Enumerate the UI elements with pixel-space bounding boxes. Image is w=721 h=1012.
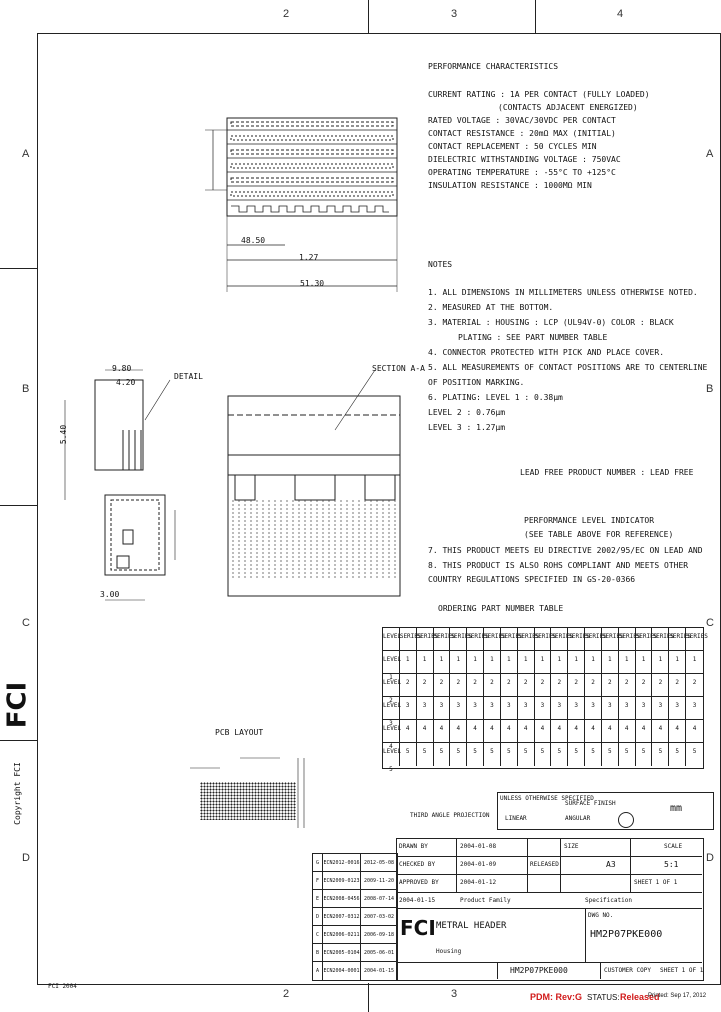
part-table-cell: 3 [434,697,451,720]
part-table-cell: 4 [535,720,552,743]
note-line: OF POSITION MARKING. [428,378,525,387]
part-table-cell: 5 [518,743,535,766]
part-table-cell: 1 [535,651,552,674]
part-table-header-cell: SERIES [636,628,653,651]
part-table-cell: 4 [518,720,535,743]
revision-cell: ECN2005-0104 [323,944,361,962]
section-label: SECTION A-A [372,364,425,373]
revision-cell: C [313,926,323,944]
zone-right-B: B [706,383,714,395]
drawn-label: DRAWN BY [399,843,428,850]
performance-line: RATED VOLTAGE : 30VAC/30VDC PER CONTACT [428,116,616,125]
part-table-cell: 1 [551,651,568,674]
zone-left-D: D [22,852,30,864]
part-table-cell: 5 [551,743,568,766]
revision-cell: ECN2008-0456 [323,890,361,908]
rohs-note-1: 7. THIS PRODUCT MEETS EU DIRECTIVE 2002/95/EC ON LEAD AND [428,546,703,555]
part-table-cell: 2 [417,674,434,697]
tolerance-label: UNLESS OTHERWISE SPECIFIED [500,795,594,802]
part-table-cell: 2 [669,674,686,697]
title-block [396,838,704,981]
notes-heading: NOTES [428,260,453,269]
part-table-cell: 5 [535,743,552,766]
part-table-cell: 3 [417,697,434,720]
revision-cell: 2012-05-08 [361,854,397,872]
part-table-header-cell: SERIES [467,628,484,651]
part-table-cell: 2 [619,674,636,697]
part-table-cell: 3 [585,697,602,720]
doc-number-bottom: HM2P07PKE000 [510,966,568,975]
status-label: STATUS: [587,993,620,1002]
part-table-cell: 1 [602,651,619,674]
performance-line: INSULATION RESISTANCE : 1000MΩ MIN [428,181,592,190]
part-table-cell: 3 [467,697,484,720]
tolerance-surface: SURFACE FINISH [565,800,616,807]
part-table-cell: 2 [467,674,484,697]
note-line: 6. PLATING: LEVEL 1 : 0.38μm [428,393,563,402]
status-value: Released [620,992,660,1002]
part-table-cell: 4 [568,720,585,743]
part-table-cell: 1 [400,651,417,674]
revision-cell: G [313,854,323,872]
part-table-header-cell: SERIES [535,628,552,651]
part-table-cell: LEVEL 5 [383,743,400,766]
part-table-cell: 4 [602,720,619,743]
part-table-cell: 1 [652,651,669,674]
part-table-cell: 2 [636,674,653,697]
part-table-cell: 1 [501,651,518,674]
performance-line: DIELECTRIC WITHSTANDING VOLTAGE : 750VAC [428,155,621,164]
part-table-cell: 3 [686,697,703,720]
notes-list [428,288,707,432]
drawn-date: 2004-01-08 [460,843,497,850]
drawing-title: METRAL HEADER [436,921,507,931]
part-table-cell: 1 [636,651,653,674]
zone-top-3: 3 [451,8,458,20]
zone-bottom-3: 3 [451,988,458,1000]
perf-level-note-2: (SEE TABLE ABOVE FOR REFERENCE) [524,530,674,539]
part-table-header-cell: SERIES [434,628,451,651]
rohs-note-2: 8. THIS PRODUCT IS ALSO ROHS COMPLIANT AND MEETS OTHER [428,561,689,570]
part-table-cell: 5 [669,743,686,766]
perf-level-note: PERFORMANCE LEVEL INDICATOR [524,516,655,525]
dim-side-1: 9.80 [112,364,132,373]
part-table-cell: 2 [518,674,535,697]
part-table-cell: 5 [467,743,484,766]
part-table-cell: LEVEL 4 [383,720,400,743]
approved-date: 2004-01-12 [460,879,497,886]
lead-free-note: LEAD FREE PRODUCT NUMBER : LEAD FREE [520,468,694,477]
zone-right-A: A [706,148,714,160]
pcb-layout-label: PCB LAYOUT [215,728,264,737]
part-table-cell: 1 [417,651,434,674]
part-table-cell: 5 [568,743,585,766]
performance-line: CURRENT RATING : 1A PER CONTACT (FULLY LOADED) [428,90,650,99]
fci-logo: FCI [400,916,436,940]
product-family-label: Product Family [460,897,511,904]
part-table-header-cell: SERIES [602,628,619,651]
part-table-cell: 3 [450,697,467,720]
part-table-cell: 4 [450,720,467,743]
part-table-header-cell: SERIES [669,628,686,651]
part-table-cell: 5 [636,743,653,766]
dwg-label: DWG NO. [588,912,614,919]
part-table-cell: 2 [535,674,552,697]
part-table-cell: 5 [450,743,467,766]
part-table-cell: 1 [467,651,484,674]
part-table-cell: 3 [636,697,653,720]
part-table-header-cell: SERIES [568,628,585,651]
revision-cell: 2004-01-15 [363,968,395,974]
note-line: 4. CONNECTOR PROTECTED WITH PICK AND PLACE COVER. [428,348,665,357]
part-table-cell: 2 [501,674,518,697]
revision-cell: 2005-06-01 [361,944,397,962]
part-table-cell: 3 [619,697,636,720]
part-table-cell: LEVEL 2 [383,674,400,697]
checked-label: CHECKED BY [399,861,436,868]
corner-mark: FCI 2004 [48,983,77,990]
tolerance-angular: ANGULAR [565,815,591,822]
performance-line: CONTACT RESISTANCE : 20mΩ MAX (INITIAL) [428,129,616,138]
part-table-header-cell: LEVEL [383,628,400,651]
part-table-cell: 3 [652,697,669,720]
revision-cell: F [313,872,323,890]
front-view-drawing [225,370,415,585]
part-table-cell: 1 [484,651,501,674]
part-table-header-cell: SERIES [450,628,467,651]
part-table-cell: 3 [602,697,619,720]
part-table-cell: 3 [669,697,686,720]
copyright-vertical: Copyright FCI [12,762,22,825]
spec-label: Specification [585,897,632,904]
scale-value: 5:1 [664,860,679,869]
part-table-header-cell: SERIES [484,628,501,651]
scale-label: SCALE [664,843,683,850]
performance-line: CONTACT REPLACEMENT : 50 CYCLES MIN [428,142,597,151]
part-table-cell: 3 [551,697,568,720]
part-table-header-cell: SERIES [501,628,518,651]
revision-cell: 2008-07-14 [361,890,397,908]
pdm-rev: PDM: Rev:G [530,992,583,1002]
part-table-cell: 2 [450,674,467,697]
part-table-cell: 2 [652,674,669,697]
part-table-cell: 4 [619,720,636,743]
part-table-cell: 4 [585,720,602,743]
part-table-cell: 1 [518,651,535,674]
part-table-cell: 3 [400,697,417,720]
side-view-drawing [45,360,195,625]
revision-cell: ECN2012-0016 [323,854,361,872]
part-table-cell: 4 [417,720,434,743]
performance-heading: PERFORMANCE CHARACTERISTICS [428,62,559,71]
tolerance-linear: LINEAR [505,815,527,822]
part-table-cell: 5 [484,743,501,766]
revision-cell: ECN2004-0001 [323,962,361,980]
part-table-cell: 2 [602,674,619,697]
part-table-header-cell: SERIES [518,628,535,651]
dim-bottom: 3.00 [100,590,120,599]
part-table-cell: 4 [636,720,653,743]
dim-side-2: 4.20 [116,378,136,387]
zone-top-4: 4 [617,8,624,20]
dim-pitch: 1.27 [299,253,319,262]
part-table-cell: 1 [568,651,585,674]
performance-line: OPERATING TEMPERATURE : -55°C TO +125°C [428,168,616,177]
part-table-cell: 5 [434,743,451,766]
zone-left-A: A [22,148,30,160]
rohs-note-3: COUNTRY REGULATIONS SPECIFIED IN GS-20-0366 [428,575,636,584]
part-table-cell: 3 [568,697,585,720]
revision-cell: D [313,908,323,926]
part-table-header-cell: SERIES [417,628,434,651]
part-number-table [382,627,708,773]
release-date: 2004-01-15 [399,897,436,904]
part-table-cell: 3 [484,697,501,720]
note-line: 2. MEASURED AT THE BOTTOM. [428,303,554,312]
part-table-cell: 1 [619,651,636,674]
part-table-header-cell: SERIES [585,628,602,651]
zone-right-D: D [706,852,714,864]
dim-side-3: 5.40 [59,424,69,445]
part-table-cell: 2 [585,674,602,697]
revision-cell: ECN2007-0312 [323,908,361,926]
part-table-cell: 1 [686,651,703,674]
revision-table [312,853,398,981]
printed-date: Printed: Sep 17, 2012 [648,993,707,999]
part-table-cell: 1 [585,651,602,674]
part-table-cell: 2 [434,674,451,697]
part-table-cell: 4 [400,720,417,743]
pcb-layout-dims [180,748,320,838]
note-line: PLATING : SEE PART NUMBER TABLE [458,333,608,342]
part-table-cell: 2 [551,674,568,697]
part-table-header-cell: SERIES [400,628,417,651]
part-table-cell: 5 [692,748,697,755]
part-table-cell: 5 [417,743,434,766]
part-table-cell: 4 [501,720,518,743]
approved-label: APPROVED BY [399,879,439,886]
zone-top-2: 2 [283,8,290,20]
part-table-cell: 4 [467,720,484,743]
revision-cell: 2006-09-18 [361,926,397,944]
customer-copy: CUSTOMER COPY [604,967,651,974]
projection-label: THIRD ANGLE PROJECTION [410,812,490,819]
part-table-header-cell: SERIES [551,628,568,651]
part-table-cell: 1 [434,651,451,674]
part-table-cell: 4 [669,720,686,743]
zone-right-C: C [706,617,714,629]
performance-list [428,90,650,190]
revision-cell: ECN2006-0211 [323,926,361,944]
revision-cell: E [313,890,323,908]
dim-width: 51.30 [300,279,325,288]
part-table-cell: 2 [484,674,501,697]
part-table-cell: LEVEL 3 [383,697,400,720]
part-table-cell: 4 [686,720,703,743]
part-table-cell: 2 [686,674,703,697]
part-table-header-cell: SERIES [619,628,636,651]
performance-line: (CONTACTS ADJACENT ENERGIZED) [498,103,638,112]
part-table-cell: 5 [652,743,669,766]
note-line: LEVEL 2 : 0.76μm [428,408,506,417]
top-view-drawing [195,110,410,300]
revision-cell: 2007-03-02 [361,908,397,926]
fci-logo-vertical: FCI [2,681,33,729]
part-table-header-cell: SERIES [652,628,669,651]
note-line: LEVEL 3 : 1.27μm [428,423,506,432]
revision-cell: A [313,962,323,980]
drawing-subtitle: Housing [436,948,462,955]
part-table-cell: 5 [400,743,417,766]
doc-number: HM2P07PKE000 [590,929,663,940]
part-table-cell: 1 [450,651,467,674]
part-table-cell: LEVEL 1 [383,651,400,674]
part-table-cell: 2 [568,674,585,697]
part-table-cell: 4 [484,720,501,743]
note-line: 5. ALL MEASUREMENTS OF CONTACT POSITIONS ARE TO CENTERLINE [428,363,708,372]
sheet-value: SHEET 1 OF 1 [634,879,678,886]
revision-cell: 2009-11-20 [361,872,397,890]
part-table-cell: 3 [501,697,518,720]
release-label: RELEASED [530,861,559,868]
customer-copy-sheet: SHEET 1 OF 1 [660,967,704,974]
part-table-cell: 4 [652,720,669,743]
checked-date: 2004-01-09 [460,861,497,868]
part-table-cell: 3 [518,697,535,720]
tolerance-units: mm [670,803,683,814]
part-table-cell: 4 [551,720,568,743]
part-table-cell: 5 [501,743,518,766]
dim-inner: 48.50 [241,236,266,245]
part-table-cell: 3 [535,697,552,720]
revision-cell: ECN2009-0123 [323,872,361,890]
part-table-cell: 5 [585,743,602,766]
part-table-cell: 1 [669,651,686,674]
note-line: 3. MATERIAL : HOUSING : LCP (UL94V-0) COLOR : BLACK [428,318,674,327]
part-table-cell: 2 [400,674,417,697]
part-table-cell: 5 [619,743,636,766]
part-table-title: ORDERING PART NUMBER TABLE [438,604,564,613]
size-label: SIZE [564,843,579,850]
size-value: A3 [606,860,616,869]
revision-cell: B [313,944,323,962]
projection-symbol [618,812,634,828]
part-table-cell: 5 [602,743,619,766]
detail-label: DETAIL [174,372,203,381]
zone-bottom-2: 2 [283,988,290,1000]
zone-left-C: C [22,617,30,629]
part-table-header-cell: SERIES [686,628,703,651]
part-table-cell: 4 [434,720,451,743]
note-line: 1. ALL DIMENSIONS IN MILLIMETERS UNLESS OTHERWISE NOTED. [428,288,698,297]
zone-left-B: B [22,383,30,395]
